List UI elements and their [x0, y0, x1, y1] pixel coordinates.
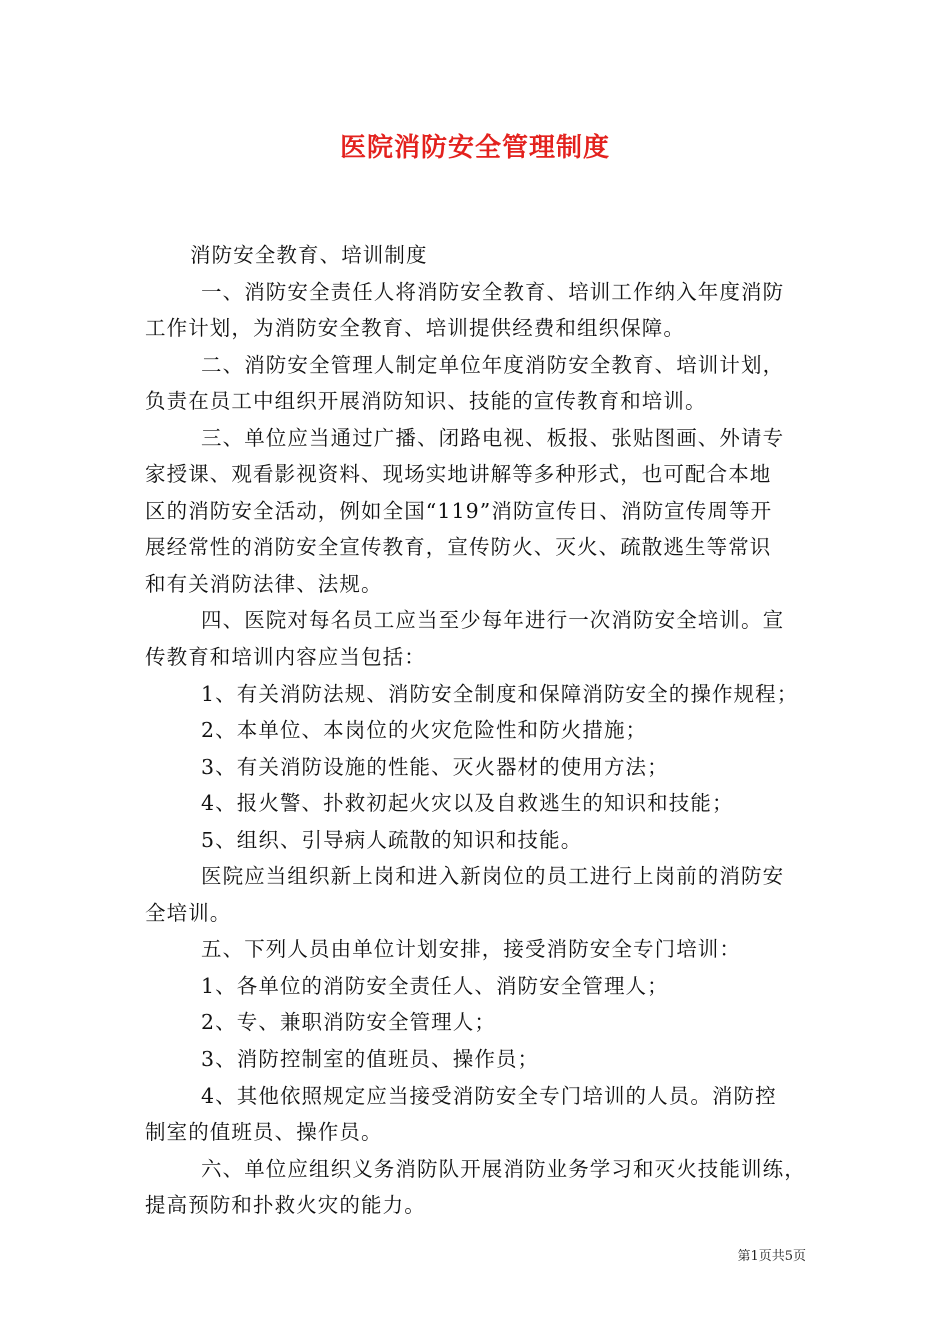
- text-line: 五、下列人员由单位计划安排，接受消防安全专门培训：: [201, 937, 741, 962]
- text-line: 传教育和培训内容应当包括：: [145, 645, 426, 670]
- text-line: 全培训。: [145, 900, 232, 925]
- text-line: 2、本单位、本岗位的火灾危险性和防火措施；: [201, 718, 648, 743]
- text-line: 三、单位应当通过广播、闭路电视、板报、张贴图画、外请专: [201, 425, 785, 450]
- document-body: [145, 237, 815, 1224]
- text-line: 2、专、兼职消防安全管理人；: [201, 1010, 496, 1035]
- text-line: 3、有关消防设施的性能、灭火器材的使用方法；: [201, 754, 669, 779]
- text-line: 4、其他依照规定应当接受消防安全专门培训的人员。消防控: [201, 1083, 777, 1108]
- text-line: 1、有关消防法规、消防安全制度和保障消防安全的操作规程；: [201, 681, 799, 706]
- text-line: 区的消防安全活动，例如全国“119”消防宣传日、消防宣传周等开: [145, 498, 773, 523]
- page-number: 第1页共5页: [737, 1249, 806, 1264]
- text-line: 制室的值班员、操作员。: [145, 1120, 383, 1145]
- text-line: 提高预防和扑救火灾的能力。: [145, 1193, 426, 1218]
- text-line: 负责在员工中组织开展消防知识、技能的宣传教育和培训。: [145, 389, 707, 414]
- text-line: 一、消防安全责任人将消防安全教育、培训工作纳入年度消防: [201, 279, 785, 304]
- text-line: 3、消防控制室的值班员、操作员；: [201, 1047, 540, 1072]
- text-line: 家授课、观看影视资料、现场实地讲解等多种形式，也可配合本地: [145, 462, 772, 487]
- text-line: 四、医院对每名员工应当至少每年进行一次消防安全培训。宣: [201, 608, 785, 633]
- text-line: 和有关消防法律、法规。: [145, 571, 383, 596]
- text-line: 工作计划，为消防安全教育、培训提供经费和组织保障。: [145, 316, 685, 341]
- text-line: 4、报火警、扑救初起火灾以及自救逃生的知识和技能；: [201, 791, 734, 816]
- text-line: 医院应当组织新上岗和进入新岗位的员工进行上岗前的消防安: [201, 864, 785, 889]
- text-line: 1、各单位的消防安全责任人、消防安全管理人；: [201, 973, 669, 998]
- text-line: 六、单位应组织义务消防队开展消防业务学习和灭火技能训练，: [201, 1156, 806, 1181]
- document-title: 医院消防安全管理制度: [339, 133, 610, 163]
- text-line: 5、组织、引导病人疏散的知识和技能。: [201, 827, 583, 852]
- text-line: 展经常性的消防安全宣传教育，宣传防火、灭火、疏散逃生等常识: [145, 535, 772, 560]
- text-line: 消防安全教育、培训制度: [190, 243, 428, 267]
- text-line: 二、消防安全管理人制定单位年度消防安全教育、培训计划，: [201, 352, 785, 377]
